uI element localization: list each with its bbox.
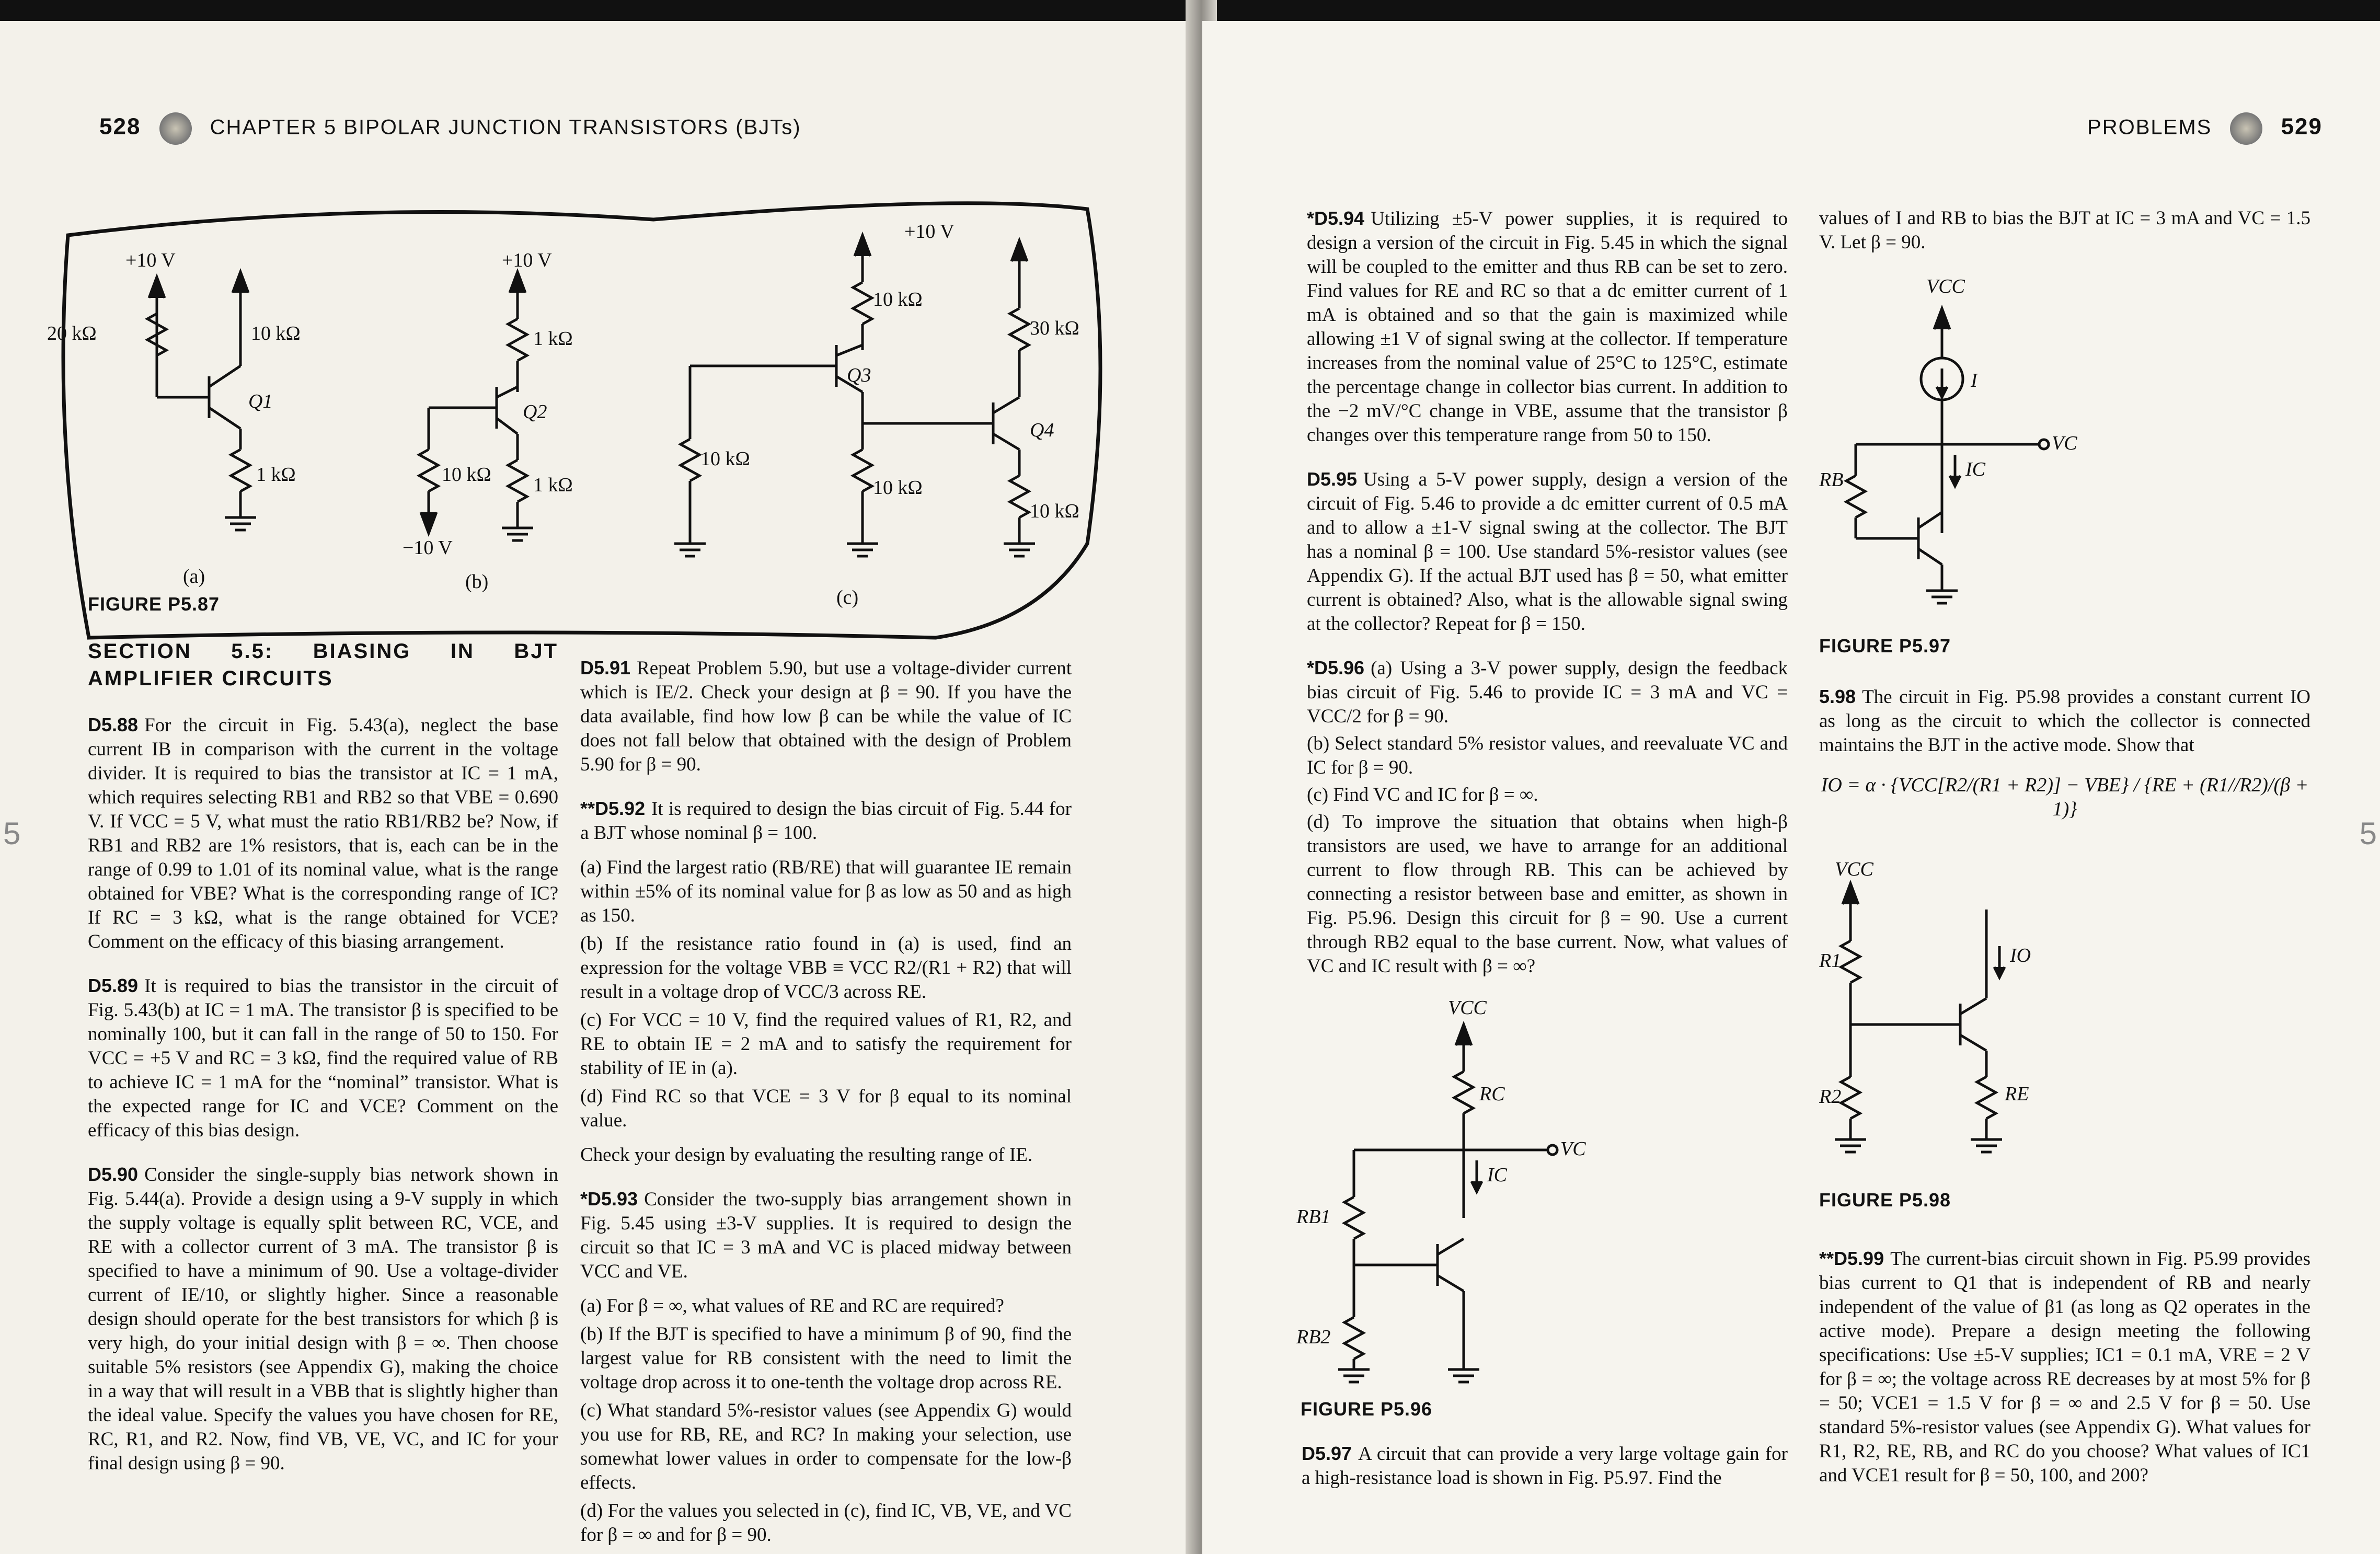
problem-d5-92: **D5.92 It is required to design the bias circuit of Fig. 5.44 for a BJT whose nominal β = 100. — [580, 798, 1072, 844]
fig-p5-96-rc: RC — [1479, 1083, 1505, 1105]
problem-d5-96: *D5.96 (a) Using a 3-V power supply, design the feedback bias circuit of Fig. 5.46 to provide IC = 3 mA and VC = VCC/2 for β = 90. — [1307, 657, 1788, 727]
problem-d5-93-part-b: (b) If the BJT is specified to have a minimum β of 90, find the largest value for RB consistent with the need to limit the voltage drop across it to one-tenth the voltage drop across RE. — [580, 1323, 1072, 1393]
problem-d5-92-part-b: (b) If the resistance ratio found in (a) is used, find an expression for the voltage VBB ≡ VCC R2/(R1 + R2) that will result in a voltage drop of VCC/3 across RE. — [580, 933, 1072, 1003]
fig-b-label: (b) — [465, 571, 489, 593]
figure-p5-96-caption: FIGURE P5.96 — [1301, 1398, 1433, 1420]
problem-d5-92-part-a: (a) Find the largest ratio (RB/RE) that will guarantee IE remain within ±5% of its nominal value for β as low as 50 and as high as 150. — [580, 857, 1072, 926]
chapter-logo-icon — [159, 112, 192, 145]
fig-p5-97-rb: RB — [1819, 469, 1844, 491]
fig-c-t3: Q3 — [847, 364, 871, 386]
problem-d5-92-part-c: (c) For VCC = 10 V, find the required values of R1, R2, and RE to obtain IE = 2 mA and to satisfy the requirement for stability of IE in (a). — [580, 1009, 1072, 1079]
problem-d5-92-after: Check your design by evaluating the resulting range of IE. — [580, 1144, 1033, 1166]
problem-5-98-equation: IO = α · {VCC[R2/(R1 + R2)] − VBE} / {RE + (R1//R2)/(β + 1)} — [1821, 774, 2309, 820]
fig-a-r-collector: 10 kΩ — [251, 323, 301, 344]
section-title: SECTION 5.5: BIASING IN BJT AMPLIFIER CIRCUITS — [88, 640, 558, 690]
problem-d5-97: D5.97 A circuit that can provide a very large voltage gain for a high-resistance load is shown in Fig. P5.97. Find the — [1302, 1443, 1788, 1489]
problems-logo-icon — [2230, 112, 2262, 145]
right-header — [2087, 112, 2322, 145]
left-page — [0, 21, 1197, 1554]
fig-c-r-c3: 10 kΩ — [873, 289, 923, 310]
left-column-2 — [580, 656, 1072, 1551]
right-column-2-top — [1819, 206, 2310, 274]
chapter-header: CHAPTER 5 BIPOLAR JUNCTION TRANSISTORS (BJTs) — [210, 116, 801, 139]
fig-c-label: (c) — [836, 586, 859, 608]
fig-a-label: (a) — [183, 566, 205, 588]
fig-p5-97-vcc: VCC — [1926, 275, 1965, 297]
figure-p5-98-circuit — [1819, 857, 2091, 1171]
fig-b-r-collector: 1 kΩ — [533, 328, 573, 350]
figure-p5-98-caption: FIGURE P5.98 — [1819, 1189, 1951, 1211]
fig-b-r-emitter: 1 kΩ — [533, 474, 573, 496]
fig-b-vcc: +10 V — [502, 249, 552, 271]
left-page-number: 528 — [99, 113, 141, 140]
fig-p5-98-r1: R1 — [1819, 950, 1842, 972]
fig-a-vcc: +10 V — [125, 249, 176, 271]
fig-c-r-e4: 10 kΩ — [1030, 500, 1079, 522]
problem-d5-92-part-d: (d) Find RC so that VCE = 3 V for β equal to its nominal value. — [580, 1086, 1072, 1131]
fig-a-transistor: Q1 — [248, 390, 273, 412]
fig-b-transistor: Q2 — [523, 401, 547, 423]
fig-c-vcc: +10 V — [904, 221, 955, 243]
fig-c-r-c4: 30 kΩ — [1030, 317, 1079, 339]
figure-p5-87-caption: FIGURE P5.87 — [88, 593, 220, 615]
problem-d5-97-continued: values of I and RB to bias the BJT at IC = 3 mA and VC = 1.5 V. Let β = 90. — [1819, 208, 2310, 253]
fig-p5-97-ic: IC — [1965, 458, 1985, 480]
problem-d5-93-part-c: (c) What standard 5%-resistor values (see Appendix G) would you use for RB, RE, and RC? In making your selection, use somewhat lower values in order to compensate for the low-β effects. — [580, 1400, 1072, 1493]
problem-d5-88: D5.88 For the circuit in Fig. 5.43(a), neglect the base current IB in comparison with the current in the voltage divider. It is required to bias the transistor at IC = 1 mA, which requires selecting RB1 and RB2 so that VBE = 0.690 V. If VCC = 5 V, what must the ratio RB1/RB2 be? Now, if RB1 and RB2 are 1% resistors, that is, each can be in the range of 0.99 to 1.01 of its nominal value, what is the range obtained for VBE? What is the corresponding range of IC? If RC = 3 kΩ, what is the range obtained for VCE? Comment on the efficacy of this biasing arrangement. — [88, 714, 558, 952]
problem-d5-89: D5.89 It is required to bias the transistor in the circuit of Fig. 5.43(b) at IC = 1 mA. The transistor β is specified to be nominally 100, but it can fall in the range of 50 to 150. For VCC = +5 V and RC = 3 kΩ, find the required value of RB to achieve IC = 1 mA for the “nominal” transistor. What is the expected range for IC and VCE? Comment on the efficacy of this bias design. — [88, 975, 558, 1141]
problem-d5-94: *D5.94 Utilizing ±5-V power supplies, it is required to design a version of the circuit in Fig. 5.45 in which the signal will be coupled to the emitter and thus RB can be set to zero. Find values for RE and RC so that a dc emitter current of 1 mA is obtained and so that the gain is maximized while allowing ±1 V of signal swing at the collector. If temperature increases from the nominal value of 25°C to 125°C, estimate the percentage change in collector bias current. In addition to the −2 mV/°C change in VBE, assume that the transistor β changes over this temperature range from 50 to 150. — [1307, 208, 1788, 446]
left-side-tab: 5 — [3, 816, 21, 851]
left-header — [99, 112, 801, 145]
figure-p5-96-circuit — [1296, 988, 1589, 1396]
problem-d5-96-part-c: (c) Find VC and IC for β = ∞. — [1307, 784, 1538, 805]
right-column-1 — [1307, 206, 1788, 982]
figure-p5-87-circuits — [47, 178, 1113, 648]
figure-p5-97-circuit — [1809, 267, 2080, 622]
right-page — [1202, 21, 2380, 1554]
fig-p5-96-rb2: RB2 — [1296, 1326, 1331, 1348]
fig-c-r-base: 10 kΩ — [700, 448, 750, 470]
fig-c-t4: Q4 — [1030, 419, 1054, 441]
fig-p5-98-re: RE — [2005, 1083, 2029, 1105]
problem-d5-93-part-d: (d) For the values you selected in (c), find IC, VB, VE, and VC for β = ∞ and for β = 90. — [580, 1500, 1072, 1546]
right-side-tab: 5 — [2359, 816, 2377, 851]
fig-p5-97-i: I — [1971, 370, 1977, 392]
left-column-1 — [88, 638, 558, 1495]
fig-p5-98-vcc: VCC — [1835, 858, 1873, 880]
fig-p5-97-vc: VC — [2052, 432, 2077, 454]
fig-p5-98-r2: R2 — [1819, 1086, 1842, 1108]
fig-a-r-emitter: 1 kΩ — [256, 464, 296, 486]
fig-p5-96-rb1: RB1 — [1296, 1206, 1331, 1228]
figure-p5-97-caption: FIGURE P5.97 — [1819, 635, 1951, 657]
fig-c-r-e3: 10 kΩ — [873, 477, 923, 499]
problem-5-98: 5.98 The circuit in Fig. P5.98 provides a constant current IO as long as the circuit to which the collector is connected maintains the BJT in the active mode. Show that IO = α · {VCC[R2/(R1 + R2)] − VBE} / {RE + (R1//R2)/(β + 1)} — [1819, 686, 2310, 820]
problem-d5-96-part-b: (b) Select standard 5% resistor values, and reevaluate VC and IC for β = 90. — [1307, 733, 1788, 778]
fig-p5-98-io: IO — [2010, 945, 2031, 966]
right-page-number: 529 — [2281, 113, 2322, 140]
fig-p5-96-vc: VC — [1560, 1138, 1586, 1160]
right-header-title: PROBLEMS — [2087, 116, 2212, 139]
fig-b-r-left: 10 kΩ — [442, 464, 491, 486]
problem-d5-93: *D5.93 Consider the two-supply bias arrangement shown in Fig. 5.45 using ±3-V supplies. It is required to design the circuit so that IC = 3 mA and VC is placed midway between VCC and VE. — [580, 1188, 1072, 1282]
fig-b-vee: −10 V — [403, 537, 453, 559]
fig-p5-96-ic: IC — [1487, 1164, 1507, 1186]
problem-d5-96-part-d: (d) To improve the situation that obtains when high-β transistors are used, we have to arrange for an additional current to flow through RB. This can be achieved by connecting a resistor between base and emitter, as shown in Fig. P5.96. Design this circuit for β = 90. Use a current through RB2 equal to the base current. Now, what values of VC and IC result with β = ∞? — [1307, 811, 1788, 977]
problem-d5-95: D5.95 Using a 5-V power supply, design a version of the circuit of Fig. 5.46 to provide a dc emitter current of 0.5 mA and to allow a ±1-V signal swing at the collector. The BJT has a nominal β = 100. Use standard 5%-resistor values (see Appendix G). If the actual BJT used has β = 50, what emitter current is obtained? Also, what is the allowable signal swing at the collector? Repeat for β = 150. — [1307, 468, 1788, 635]
fig-p5-96-vcc: VCC — [1448, 997, 1487, 1019]
problem-d5-99: **D5.99 The current-bias circuit shown in Fig. P5.99 provides bias current to Q1 that is independent of RB and nearly independent of the value of β1 (as long as Q2 operates in the active mode). Prepare a design meeting the following specifications: Use ±5-V supplies; IC1 = 0.1 mA, VRE = 2 V for β = ∞; the voltage across RE decreases by at most 5% for β = 50; VCE1 = 1.5 V for β = ∞ and 2.5 V for β = 50. Use standard 5%-resistor values (see Appendix G). What values for R1, R2, RE, RB, and RC do you choose? What values of IC1 and VCE1 result for β = 50, 100, and 200? — [1819, 1248, 2310, 1486]
problem-d5-91: D5.91 Repeat Problem 5.90, but use a voltage-divider current which is IE/2. Check your design at β = 90. If you have the data available, find how low β can be while the value of IC does not fall below that obtained with the design of Problem 5.90 for β = 90. — [580, 657, 1072, 775]
fig-a-r-base: 20 kΩ — [47, 323, 97, 344]
problem-d5-90: D5.90 Consider the single-supply bias network shown in Fig. 5.44(a). Provide a design using a 9-V supply in which the supply voltage is equally split between RC, VCE, and RE with a collector current of 3 mA. The transistor β is specified to have a minimum of 90. Use a voltage-divider current of IE/10, or slightly higher. Since a reasonable design should operate for the best transistors for which β is very high, do your initial design with β = ∞. Then choose suitable 5% resistors (see Appendix G), making the choice in a way that will result in a VBB that is slightly higher than the ideal value. Specify the values you have chosen for RE, RC, R1, and R2. Now, find VB, VE, VC, and IC for your final design using β = 90. — [88, 1164, 558, 1474]
problem-d5-93-part-a: (a) For β = ∞, what values of RE and RC are required? — [580, 1295, 1004, 1317]
